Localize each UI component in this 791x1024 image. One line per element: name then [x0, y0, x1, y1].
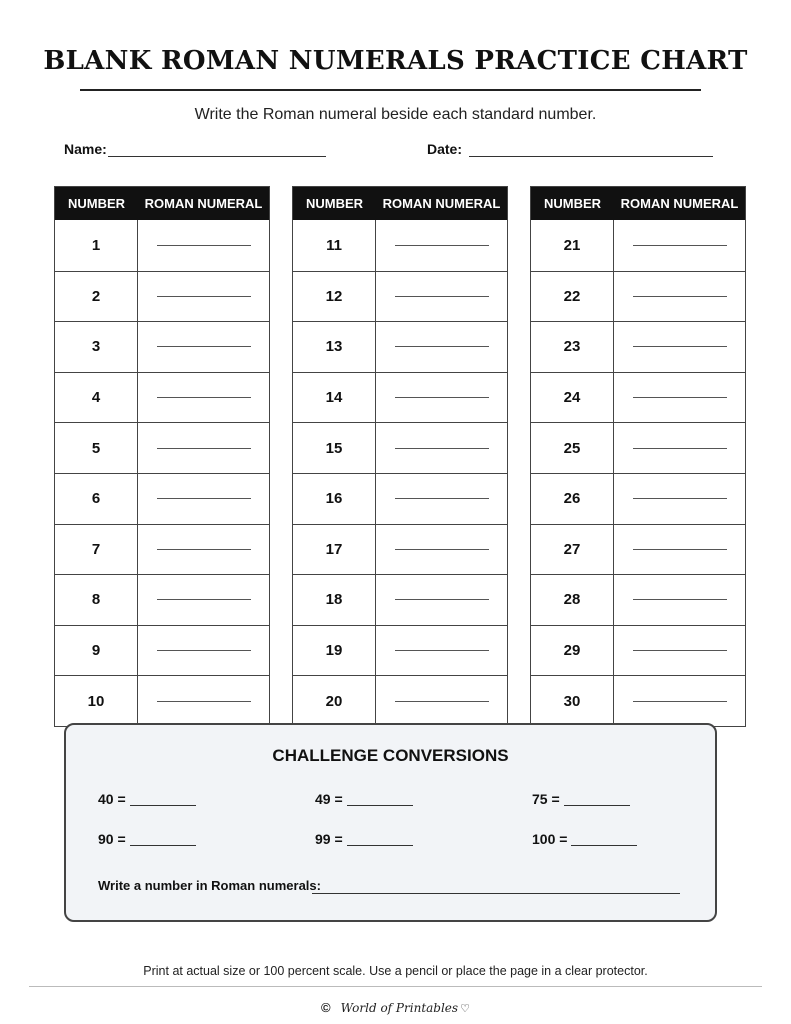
table-header — [55, 187, 269, 220]
conversion-label: 40 = — [98, 791, 126, 807]
table-row — [55, 473, 269, 524]
roman-numeral-cell[interactable] — [376, 575, 507, 625]
conversion-item — [532, 831, 637, 847]
number-cell: 13 — [293, 322, 376, 372]
answer-line — [157, 701, 251, 702]
table-body — [293, 220, 507, 726]
number-cell: 21 — [531, 220, 614, 271]
table-header — [293, 187, 507, 220]
table-row — [293, 372, 507, 423]
answer-blank[interactable] — [130, 834, 196, 846]
table-row — [531, 271, 745, 322]
answer-line — [395, 701, 489, 702]
conversion-label: 49 = — [315, 791, 343, 807]
table-row — [531, 574, 745, 625]
table-row — [55, 675, 269, 726]
answer-line — [157, 498, 251, 499]
answer-line — [395, 448, 489, 449]
number-cell: 2 — [55, 272, 138, 322]
number-cell: 11 — [293, 220, 376, 271]
table-row — [293, 473, 507, 524]
number-cell: 8 — [55, 575, 138, 625]
answer-blank[interactable] — [564, 794, 630, 806]
answer-blank[interactable] — [571, 834, 637, 846]
answer-line — [395, 599, 489, 600]
roman-numeral-cell[interactable] — [376, 322, 507, 372]
number-cell: 28 — [531, 575, 614, 625]
conversion-label: 100 = — [532, 831, 568, 847]
roman-numeral-cell[interactable] — [614, 220, 745, 271]
answer-line — [395, 498, 489, 499]
number-cell: 22 — [531, 272, 614, 322]
number-cell: 26 — [531, 474, 614, 524]
table-row — [55, 220, 269, 271]
answer-line — [395, 245, 489, 246]
number-cell: 20 — [293, 676, 376, 726]
number-header: NUMBER — [543, 196, 602, 211]
roman-numeral-header: ROMAN NUMERAL — [620, 196, 739, 211]
number-cell: 4 — [55, 373, 138, 423]
name-field[interactable] — [108, 156, 326, 157]
table-row — [293, 574, 507, 625]
answer-line — [157, 346, 251, 347]
table-row — [293, 675, 507, 726]
roman-numeral-cell[interactable] — [138, 525, 269, 575]
practice-table-2 — [292, 186, 508, 727]
conversion-item — [98, 791, 196, 807]
answer-line — [633, 599, 727, 600]
copyright-symbol: © — [321, 1000, 331, 1015]
table-row — [55, 625, 269, 676]
answer-line — [633, 397, 727, 398]
answer-line — [633, 701, 727, 702]
roman-numeral-cell[interactable] — [376, 220, 507, 271]
table-row — [55, 574, 269, 625]
roman-numeral-cell[interactable] — [376, 272, 507, 322]
roman-numeral-cell[interactable] — [614, 474, 745, 524]
answer-blank[interactable] — [347, 794, 413, 806]
table-row — [55, 524, 269, 575]
roman-numeral-cell[interactable] — [376, 626, 507, 676]
roman-numeral-cell[interactable] — [138, 220, 269, 271]
number-cell: 25 — [531, 423, 614, 473]
roman-numeral-cell[interactable] — [376, 423, 507, 473]
date-label: Date: — [427, 141, 463, 157]
roman-numeral-cell[interactable] — [614, 575, 745, 625]
table-row — [293, 271, 507, 322]
table-row — [531, 422, 745, 473]
roman-numeral-cell[interactable] — [138, 676, 269, 726]
title-divider — [80, 89, 701, 91]
answer-line — [395, 650, 489, 651]
date-field[interactable] — [469, 156, 713, 157]
number-cell: 19 — [293, 626, 376, 676]
table-row — [55, 372, 269, 423]
table-body — [531, 220, 745, 726]
roman-numeral-cell[interactable] — [138, 474, 269, 524]
conversion-item — [532, 791, 630, 807]
table-row — [55, 321, 269, 372]
number-cell: 29 — [531, 626, 614, 676]
number-cell: 12 — [293, 272, 376, 322]
table-row — [293, 524, 507, 575]
table-row — [55, 271, 269, 322]
roman-numeral-cell[interactable] — [138, 423, 269, 473]
number-cell: 27 — [531, 525, 614, 575]
answer-line — [395, 346, 489, 347]
answer-line — [157, 599, 251, 600]
conversion-item — [315, 791, 413, 807]
number-header: NUMBER — [67, 196, 126, 211]
number-cell: 9 — [55, 626, 138, 676]
number-cell: 15 — [293, 423, 376, 473]
table-row — [293, 220, 507, 271]
write-number-label: Write a number in Roman numerals: — [98, 878, 321, 893]
answer-blank[interactable] — [130, 794, 196, 806]
challenge-title: CHALLENGE CONVERSIONS — [272, 746, 509, 765]
roman-numeral-cell[interactable] — [614, 525, 745, 575]
roman-numeral-cell[interactable] — [376, 373, 507, 423]
table-row — [531, 625, 745, 676]
answer-line — [633, 346, 727, 347]
answer-line — [395, 296, 489, 297]
table-header — [531, 187, 745, 220]
number-cell: 3 — [55, 322, 138, 372]
number-header: NUMBER — [305, 196, 364, 211]
number-cell: 7 — [55, 525, 138, 575]
challenge-box — [64, 723, 717, 922]
number-cell: 18 — [293, 575, 376, 625]
answer-blank[interactable] — [347, 834, 413, 846]
roman-numeral-cell[interactable] — [138, 575, 269, 625]
number-cell: 5 — [55, 423, 138, 473]
page-title: BLANK ROMAN NUMERALS PRACTICE CHART — [43, 46, 748, 76]
answer-line — [633, 448, 727, 449]
name-label: Name: — [64, 141, 107, 157]
answer-line — [157, 397, 251, 398]
roman-numeral-cell[interactable] — [138, 626, 269, 676]
heart-icon: ♡ — [460, 1003, 470, 1015]
answer-line — [633, 245, 727, 246]
brand-name: World of Printables — [340, 1001, 459, 1015]
answer-line — [633, 296, 727, 297]
roman-numeral-cell[interactable] — [614, 626, 745, 676]
number-cell: 6 — [55, 474, 138, 524]
roman-numeral-cell[interactable] — [376, 676, 507, 726]
practice-table-3 — [530, 186, 746, 727]
number-cell: 24 — [531, 373, 614, 423]
print-instructions: Print at actual size or 100 percent scale. Use a pencil or place the page in a clear protector. — [143, 964, 648, 978]
roman-numeral-cell[interactable] — [614, 676, 745, 726]
roman-numeral-cell[interactable] — [614, 423, 745, 473]
table-row — [293, 422, 507, 473]
roman-numeral-cell[interactable] — [376, 525, 507, 575]
footer-divider — [29, 986, 762, 987]
number-cell: 1 — [55, 220, 138, 271]
table-row — [531, 321, 745, 372]
table-row — [531, 372, 745, 423]
write-number-field[interactable] — [312, 893, 680, 894]
answer-line — [157, 650, 251, 651]
table-row — [531, 524, 745, 575]
roman-numeral-header: ROMAN NUMERAL — [144, 196, 263, 211]
roman-numeral-cell[interactable] — [614, 373, 745, 423]
roman-numeral-cell[interactable] — [138, 272, 269, 322]
roman-numeral-cell[interactable] — [138, 373, 269, 423]
table-row — [293, 625, 507, 676]
answer-line — [395, 549, 489, 550]
number-cell: 23 — [531, 322, 614, 372]
practice-table-1 — [54, 186, 270, 727]
answer-line — [157, 296, 251, 297]
number-cell: 17 — [293, 525, 376, 575]
number-cell: 10 — [55, 676, 138, 726]
roman-numeral-cell[interactable] — [614, 272, 745, 322]
conversion-item — [98, 831, 196, 847]
answer-line — [157, 549, 251, 550]
number-cell: 14 — [293, 373, 376, 423]
table-row — [293, 321, 507, 372]
table-body — [55, 220, 269, 726]
table-row — [531, 473, 745, 524]
conversion-label: 90 = — [98, 831, 126, 847]
answer-line — [157, 448, 251, 449]
conversion-label: 75 = — [532, 791, 560, 807]
instructions: Write the Roman numeral beside each standard number. — [194, 106, 597, 123]
answer-line — [633, 650, 727, 651]
answer-line — [633, 549, 727, 550]
conversion-item — [315, 831, 413, 847]
table-row — [531, 220, 745, 271]
table-row — [55, 422, 269, 473]
answer-line — [633, 498, 727, 499]
roman-numeral-cell[interactable] — [376, 474, 507, 524]
table-row — [531, 675, 745, 726]
answer-line — [395, 397, 489, 398]
conversion-label: 99 = — [315, 831, 343, 847]
number-cell: 30 — [531, 676, 614, 726]
brand-footer — [0, 1000, 791, 1015]
roman-numeral-header: ROMAN NUMERAL — [382, 196, 501, 211]
number-cell: 16 — [293, 474, 376, 524]
roman-numeral-cell[interactable] — [138, 322, 269, 372]
roman-numeral-cell[interactable] — [614, 322, 745, 372]
answer-line — [157, 245, 251, 246]
